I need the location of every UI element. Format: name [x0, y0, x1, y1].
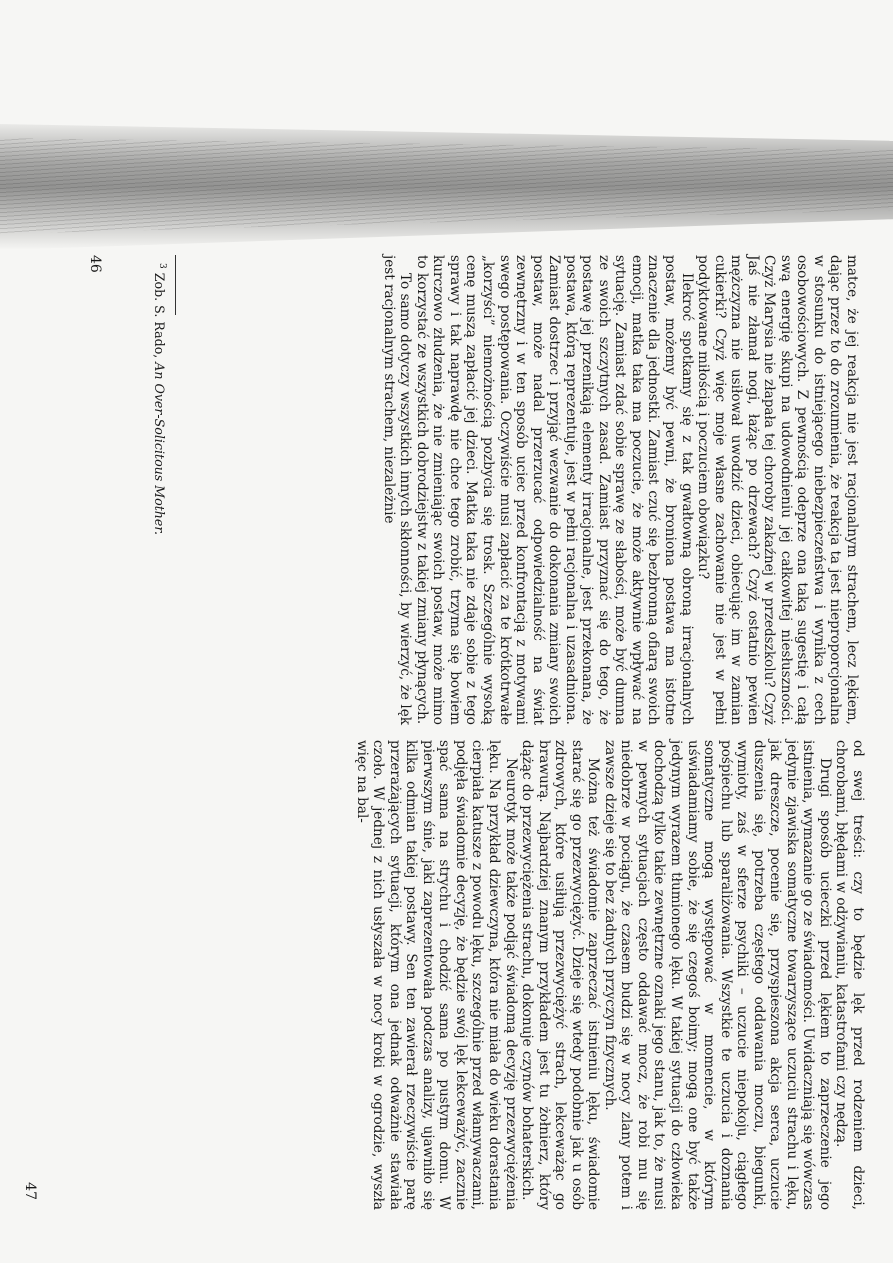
right-page — [0, 740, 893, 1210]
left-paragraph-1: matce, że jej reakcja nie jest racjonalnym strachem, lecz lękiem, dając przez to do zrozumienia, że reakcja ta jest nieproporcjonalna w stosunku do istniejącego niebezpieczeństwa i wynika z cech osobowościowych. Z pewnością odeprze ona taką sugestię i całą swą energię skupi na udowodnieniu jej całkowitej niesłuszności. Czyż Marysia nie złapała tej choroby zakaźnej w przedszkolu? Czyż Jaś nie złamał nogi, łażąc po drzewach? Czyż ostatnio pewien mężczyzna nie usiłował uwodzić dzieci, obiecując im w zamian cukierki? Czyż więc moje własne zachowanie nie jest w pełni podyktowane miłością i poczuciem obowiązku? — [695, 255, 860, 725]
right-paragraph-4: Neurotyk może także podjąć świadomą decyzję przezwyciężenia lęku. Na przykład dziewczyna, która nie miała do wieku dorastania cierpiała katusze z powodu lęku, szczególnie przed włamywaczami, podjęła świadomie decyzję, że będzie swój lęk lekceważyć, zacznie spać sama na strychu i chodzić sama po pustym domu. W pierwszym śnie, jaki zaprezentowała podczas analizy, ujawniło się kilka odmian takiej postawy. Sen ten zawierał rzeczywiście parę przerażających sytuacji, którym ona jednak odważnie stawiała czoło. W jednej z nich usłyszała w nocy kroki w ogrodzie, wyszła więc na bal- — [353, 740, 519, 1210]
left-page-body — [380, 255, 860, 725]
footnote — [152, 255, 169, 725]
left-paragraph-2 — [413, 255, 694, 725]
right-paragraph-1: od swej treści: czy to będzie lęk przed rodzeniem dzieci, chorobami, błędami w odżywianiu, katastrofami czy nędzą. — [833, 740, 866, 1210]
footnote-rule — [175, 255, 176, 315]
right-paragraph-2: Drugi sposób ucieczki przed lękiem to zaprzeczenie jego istnienia, wymazanie go ze świadomości. Uwidaczniają się wówczas jedynie zjawiska somatyczne towarzyszące uczuciu strachu i lęku, jak dreszcze, pocenie się, przyspieszona akcja serca, uczucie duszenia się, potrzeba częstego oddawania moczu, biegunki, wymioty, zaś w sferze psychiki – uczucie niepokoju, ciągłego pośpiechu lub sparaliżowania. Wszystkie te uczucia i doznania somatyczne mogą występować w momencie, w którym uświadamiamy sobie, że się czegoś boimy; mogą one być także jedynym wyrazem tłumionego lęku. W takiej sytuacji do człowieka dochodzą tylko takie zewnętrzne oznaki jego stanu, jak to, że musi w pewnych sytuacjach często oddawać mocz, że robi mu się niedobrze w pociągu, że czasem budzi się w nocy zlany potem i zawsze dzieje się to bez żadnych przyczyn fizycznych. — [601, 740, 833, 1210]
left-page — [0, 255, 893, 725]
footnote-text: Zob. S. Rado, — [151, 272, 167, 363]
footnote-mark: 3 — [157, 263, 167, 269]
right-paragraph-3: Można też świadomie zaprzeczać istnieniu lęku, świadomie starać się go przezwyciężyć. Dzieje się wtedy podobnie jak u osób zdrowych, które usiłują przezwyciężyć strach, lekceważąc go brawurą. Najbardziej znanym przykładem jest tu żołnierz, który dążąc do przezwyciężenia strachu, dokonuje czynów bohaterskich. — [519, 740, 602, 1210]
page-number-left: 46 — [87, 255, 103, 273]
page-number-right: 47 — [22, 1182, 38, 1200]
left-paragraph-3: To samo dotyczy wszystkich innych skłonności, by wierzyć, że lęk jest racjonalnym strachem, niezależnie — [380, 255, 414, 725]
left-paragraph-2-text: Ilekroć spotkamy się z tak gwałtowną obroną irracjonalnych postaw, możemy być pewni, że broniona postawa ma istotne znaczenie dla jednostki. Zamiast czuć się bezbronną ofiarą swoich emocji, matka taka ma poczucie, że może aktywnie wpływać na sytuację. Zamiast zdać sobie sprawę ze słabości, może być dumna ze swoich szczytnych zasad. Zamiast przyznać się do tego, że postawę jej przenikają elementy irracjonalne, jest przekonana, że postawa, którą reprezentuje, jest w pełni racjonalna i uzasadniona. Zamiast dostrzec i przyjąć wezwanie do dokonania zmiany swoich postaw, może nadal przerzucać odpowiedzialność na świat zewnętrzny i w ten sposób uciec przed konfrontacją z motywami swego postępowania. Oczywiście musi zapłacić za te krótkotrwałe „korzyści” niemożnością pozbycia się trosk. Szczególnie wysoką cenę muszą zapłacić jej dzieci. Matka taka nie zdaje sobie z tego sprawy i tak naprawdę nie chce tego zrobić, trzyma się bowiem kurczowo złudzenia, że nie zmieniając swoich postaw, może mimo to korzystać ze wszystkich dobrodziejstw z takiej zmiany płynących. — [413, 255, 695, 725]
right-page-body — [353, 740, 866, 1210]
footnote-title: An Over-Solicitous Mother. — [151, 362, 167, 535]
